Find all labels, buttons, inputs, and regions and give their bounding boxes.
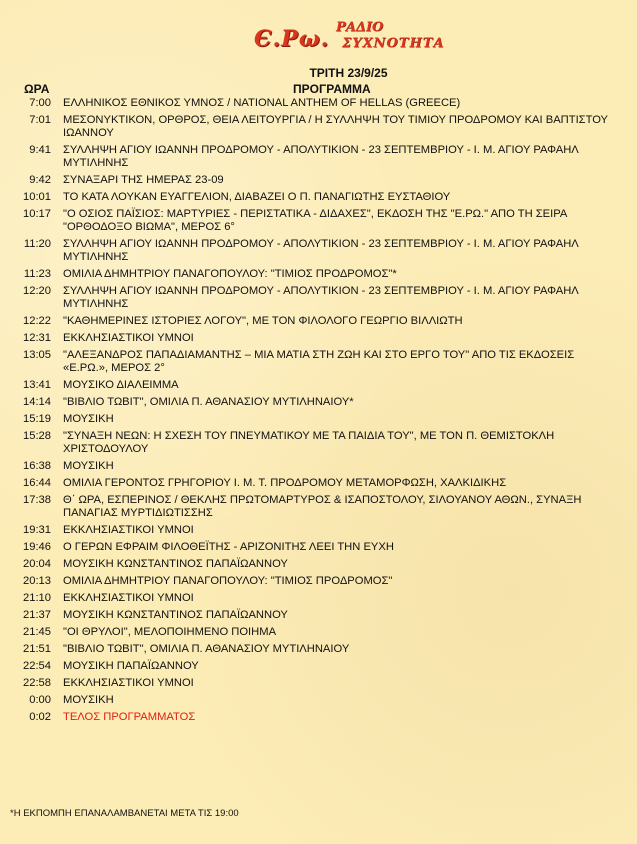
schedule-program: "Ο ΟΣΙΟΣ ΠΑΪΣΙΟΣ: ΜΑΡΤΥΡΙΕΣ - ΠΕΡΙΣΤΑΤΙΚΑ - ΔΙΔΑΧΕΣ", ΕΚΔΟΣΗ ΤΗΣ "Ε.ΡΩ." ΑΠΟ ΤΗ ΣΕΙΡΑ "ΟΡΘΟΔΟΞΟ ΒΙΩΜΑ", ΜΕΡΟΣ 6° [63, 208, 567, 233]
schedule-program: ΣΥΝΑΞΑΡΙ ΤΗΣ ΗΜΕΡΑΣ 23-09 [63, 174, 224, 186]
schedule-time: 0:00 [29, 694, 51, 706]
schedule-row [0, 238, 637, 268]
schedule-program: ΟΜΙΛΙΑ ΔΗΜΗΤΡΙΟΥ ΠΑΝΑΓΟΠΟΥΛΟΥ: "ΤΙΜΙΟΣ ΠΡΟΔΡΟΜΟΣ" [63, 575, 393, 587]
station-logo: Є.Ρω. [254, 26, 330, 52]
schedule-row [0, 268, 637, 285]
schedule-table [0, 97, 637, 728]
schedule-time: 15:28 [23, 430, 51, 442]
schedule-row [0, 575, 637, 592]
schedule-time: 13:05 [23, 349, 51, 361]
schedule-program: "ΒΙΒΛΙΟ ΤΩΒΙΤ", ΟΜΙΛΙΑ Π. ΑΘΑΝΑΣΙΟΥ ΜΥΤΙΛΗΝΑΙΟΥ [63, 643, 350, 655]
schedule-row [0, 191, 637, 208]
schedule-time: 0:02 [29, 711, 51, 723]
schedule-row [0, 626, 637, 643]
footnote: *Η ΕΚΠΟΜΠΗ ΕΠΑΝΑΛΑΜΒΑΝΕΤΑΙ ΜΕΤΑ ΤΙΣ 19:00 [10, 808, 239, 819]
schedule-row [0, 460, 637, 477]
schedule-program: ΜΟΥΣΙΚΗ ΚΩΝΣΤΑΝΤΙΝΟΣ ΠΑΠΑΪΩΑΝΝΟΥ [63, 558, 288, 570]
schedule-row [0, 208, 637, 238]
schedule-program: Ο ΓΕΡΩΝ ΕΦΡΑΙΜ ΦΙΛΟΘΕΪΤΗΣ - ΑΡΙΖΟΝΙΤΗΣ ΛΕΕΙ ΤΗΝ ΕΥΧΗ [63, 541, 394, 553]
schedule-program: ΣΥΛΛΗΨΗ ΑΓΙΟΥ ΙΩΑΝΝΗ ΠΡΟΔΡΟΜΟΥ - ΑΠΟΛΥΤΙΚΙΟΝ - 23 ΣΕΠΤΕΜΒΡΙΟΥ - Ι. Μ. ΑΓΙΟΥ ΡΑΦΑΗΛ ΜΥΤΙΛΗΝΗΣ [63, 144, 579, 169]
time-column-header: ΩΡΑ [24, 82, 50, 96]
schedule-row [0, 677, 637, 694]
schedule-time: 21:45 [23, 626, 51, 638]
schedule-time: 10:17 [23, 208, 51, 220]
schedule-time: 15:19 [23, 413, 51, 425]
schedule-row [0, 694, 637, 711]
header [0, 14, 637, 62]
schedule-time: 19:31 [23, 524, 51, 536]
program-column-header: ΠΡΟΓΡΑΜΜΑ [293, 82, 371, 96]
schedule-row [0, 332, 637, 349]
schedule-row [0, 174, 637, 191]
schedule-row [0, 558, 637, 575]
schedule-time: 9:41 [29, 144, 51, 156]
schedule-program: "ΟΙ ΘΡΥΛΟΙ", ΜΕΛΟΠΟΙΗΜΕΝΟ ΠΟΙΗΜΑ [63, 626, 277, 638]
schedule-program: ΕΚΚΛΗΣΙΑΣΤΙΚΟΙ ΥΜΝΟΙ [63, 524, 194, 536]
schedule-time: 12:20 [23, 285, 51, 297]
schedule-program: ΕΚΚΛΗΣΙΑΣΤΙΚΟΙ ΥΜΝΟΙ [63, 592, 194, 604]
schedule-time: 16:44 [23, 477, 51, 489]
schedule-program: ΜΟΥΣΙΚΗ [63, 694, 114, 706]
schedule-time: 17:38 [23, 494, 51, 506]
schedule-row [0, 379, 637, 396]
schedule-row [0, 396, 637, 413]
schedule-row [0, 315, 637, 332]
schedule-row [0, 643, 637, 660]
schedule-row [0, 430, 637, 460]
schedule-program: "ΚΑΘΗΜΕΡΙΝΕΣ ΙΣΤΟΡΙΕΣ ΛΟΓΟΥ", ΜΕ ΤΟΝ ΦΙΛΟΛΟΓΟ ΓΕΩΡΓΙΟ ΒΙΛΛΙΩΤΗ [63, 315, 463, 327]
schedule-row [0, 285, 637, 315]
schedule-row [0, 477, 637, 494]
schedule-row [0, 609, 637, 626]
schedule-time: 20:04 [23, 558, 51, 570]
schedule-row [0, 541, 637, 558]
schedule-time: 21:37 [23, 609, 51, 621]
schedule-program: ΤΟ ΚΑΤΑ ΛΟΥΚΑΝ ΕΥΑΓΓΕΛΙΟΝ, ΔΙΑΒΑΖΕΙ Ο Π. ΠΑΝΑΓΙΩΤΗΣ ΕΥΣΤΑΘΙΟΥ [63, 191, 451, 203]
schedule-time: 20:13 [23, 575, 51, 587]
schedule-program: ΣΥΛΛΗΨΗ ΑΓΙΟΥ ΙΩΑΝΝΗ ΠΡΟΔΡΟΜΟΥ - ΑΠΟΛΥΤΙΚΙΟΝ - 23 ΣΕΠΤΕΜΒΡΙΟΥ - Ι. Μ. ΑΓΙΟΥ ΡΑΦΑΗΛ ΜΥΤΙΛΗΝΗΣ [63, 285, 579, 310]
schedule-time: 16:38 [23, 460, 51, 472]
schedule-time: 12:31 [23, 332, 51, 344]
schedule-program: ΕΛΛΗΝΙΚΟΣ ΕΘΝΙΚΟΣ ΥΜΝΟΣ / NATIONAL ANTHEM OF HELLAS (GREECE) [63, 97, 461, 109]
schedule-time: 13:41 [23, 379, 51, 391]
schedule-row [0, 114, 637, 144]
schedule-program: ΟΜΙΛΙΑ ΓΕΡΟΝΤΟΣ ΓΡΗΓΟΡΙΟΥ Ι. Μ. Τ. ΠΡΟΔΡΟΜΟΥ ΜΕΤΑΜΟΡΦΩΣΗ, ΧΑΛΚΙΔΙΚΗΣ [63, 477, 507, 489]
schedule-time: 22:54 [23, 660, 51, 672]
schedule-time: 9:42 [29, 174, 51, 186]
schedule-time: 19:46 [23, 541, 51, 553]
schedule-program: ΤΕΛΟΣ ΠΡΟΓΡΑΜΜΑΤΟΣ [63, 711, 196, 723]
schedule-row [0, 524, 637, 541]
schedule-program: ΜΟΥΣΙΚΗ [63, 460, 114, 472]
schedule-time: 14:14 [23, 396, 51, 408]
schedule-time: 12:22 [23, 315, 51, 327]
schedule-row [0, 144, 637, 174]
schedule-program: ΕΚΚΛΗΣΙΑΣΤΙΚΟΙ ΥΜΝΟΙ [63, 332, 194, 344]
schedule-time: 21:10 [23, 592, 51, 604]
schedule-program: "ΑΛΕΞΑΝΔΡΟΣ ΠΑΠΑΔΙΑΜΑΝΤΗΣ – ΜΙΑ ΜΑΤΙΑ ΣΤΗ ΖΩΗ ΚΑΙ ΣΤΟ ΕΡΓΟ ΤΟΥ" ΑΠΟ ΤΙΣ ΕΚΔΟΣΕΙΣ «Ε.ΡΩ.», ΜΕΡΟΣ 2° [63, 349, 575, 374]
schedule-date: ΤΡΙΤΗ 23/9/25 [309, 66, 388, 80]
schedule-program: "ΣΥΝΑΞΗ ΝΕΩΝ: Η ΣΧΕΣΗ ΤΟΥ ΠΝΕΥΜΑΤΙΚΟΥ ΜΕ ΤΑ ΠΑΙΔΙΑ ΤΟΥ", ΜΕ ΤΟΝ Π. ΘΕΜΙΣΤΟΚΛΗ ΧΡΙΣΤΟΔΟΥΛΟΥ [63, 430, 555, 455]
schedule-time: 7:00 [29, 97, 51, 109]
schedule-program: ΜΕΣΟΝΥΚΤΙΚΟΝ, ΟΡΘΡΟΣ, ΘΕΙΑ ΛΕΙΤΟΥΡΓΙΑ / Η ΣΥΛΛΗΨΗ ΤΟΥ ΤΙΜΙΟΥ ΠΡΟΔΡΟΜΟΥ ΚΑΙ ΒΑΠΤΙΣΤΟΥ ΙΩΑΝΝΟΥ [63, 114, 608, 139]
schedule-program: ΜΟΥΣΙΚΗ ΚΩΝΣΤΑΝΤΙΝΟΣ ΠΑΠΑΪΩΑΝΝΟΥ [63, 609, 288, 621]
schedule-row [0, 592, 637, 609]
schedule-program: "ΒΙΒΛΙΟ ΤΩΒΙΤ", ΟΜΙΛΙΑ Π. ΑΘΑΝΑΣΙΟΥ ΜΥΤΙΛΗΝΑΙΟΥ* [63, 396, 354, 408]
schedule-row [0, 413, 637, 430]
schedule-row [0, 97, 637, 114]
schedule-program: ΜΟΥΣΙΚΗ [63, 413, 114, 425]
schedule-program: ΜΟΥΣΙΚΟ ΔΙΑΛΕΙΜΜΑ [63, 379, 179, 391]
radio-title-line1: ΡΑΔΙΟ [336, 20, 384, 35]
schedule-program: ΟΜΙΛΙΑ ΔΗΜΗΤΡΙΟΥ ΠΑΝΑΓΟΠΟΥΛΟΥ: "ΤΙΜΙΟΣ ΠΡΟΔΡΟΜΟΣ"* [63, 268, 397, 280]
radio-title-line2: ΣΥΧΝΟΤΗΤΑ [342, 36, 445, 51]
schedule-time: 11:23 [23, 268, 51, 280]
schedule-program: ΕΚΚΛΗΣΙΑΣΤΙΚΟΙ ΥΜΝΟΙ [63, 677, 194, 689]
schedule-row [0, 494, 637, 524]
schedule-time: 7:01 [29, 114, 51, 126]
schedule-time: 11:20 [23, 238, 51, 250]
schedule-time: 22:58 [23, 677, 51, 689]
schedule-time: 21:51 [23, 643, 51, 655]
schedule-program: ΣΥΛΛΗΨΗ ΑΓΙΟΥ ΙΩΑΝΝΗ ΠΡΟΔΡΟΜΟΥ - ΑΠΟΛΥΤΙΚΙΟΝ - 23 ΣΕΠΤΕΜΒΡΙΟΥ - Ι. Μ. ΑΓΙΟΥ ΡΑΦΑΗΛ ΜΥΤΙΛΗΝΗΣ [63, 238, 579, 263]
schedule-row [0, 349, 637, 379]
schedule-program: Θ΄ ΩΡΑ, ΕΣΠΕΡΙΝΟΣ / ΘΕΚΛΗΣ ΠΡΩΤΟΜΑΡΤΥΡΟΣ & ΙΣΑΠΟΣΤΟΛΟΥ, ΣΙΛΟΥΑΝΟΥ ΑΘΩΝ., ΣΥΝΑΞΗ ΠΑΝΑΓΙΑΣ ΜΥΡΤΙΔΙΩΤΙΣΣΗΣ [63, 494, 582, 519]
schedule-row [0, 660, 637, 677]
schedule-program: ΜΟΥΣΙΚΗ ΠΑΠΑΪΩΑΝΝΟΥ [63, 660, 199, 672]
schedule-time: 10:01 [23, 191, 51, 203]
radio-title [336, 20, 444, 52]
schedule-row [0, 711, 637, 728]
